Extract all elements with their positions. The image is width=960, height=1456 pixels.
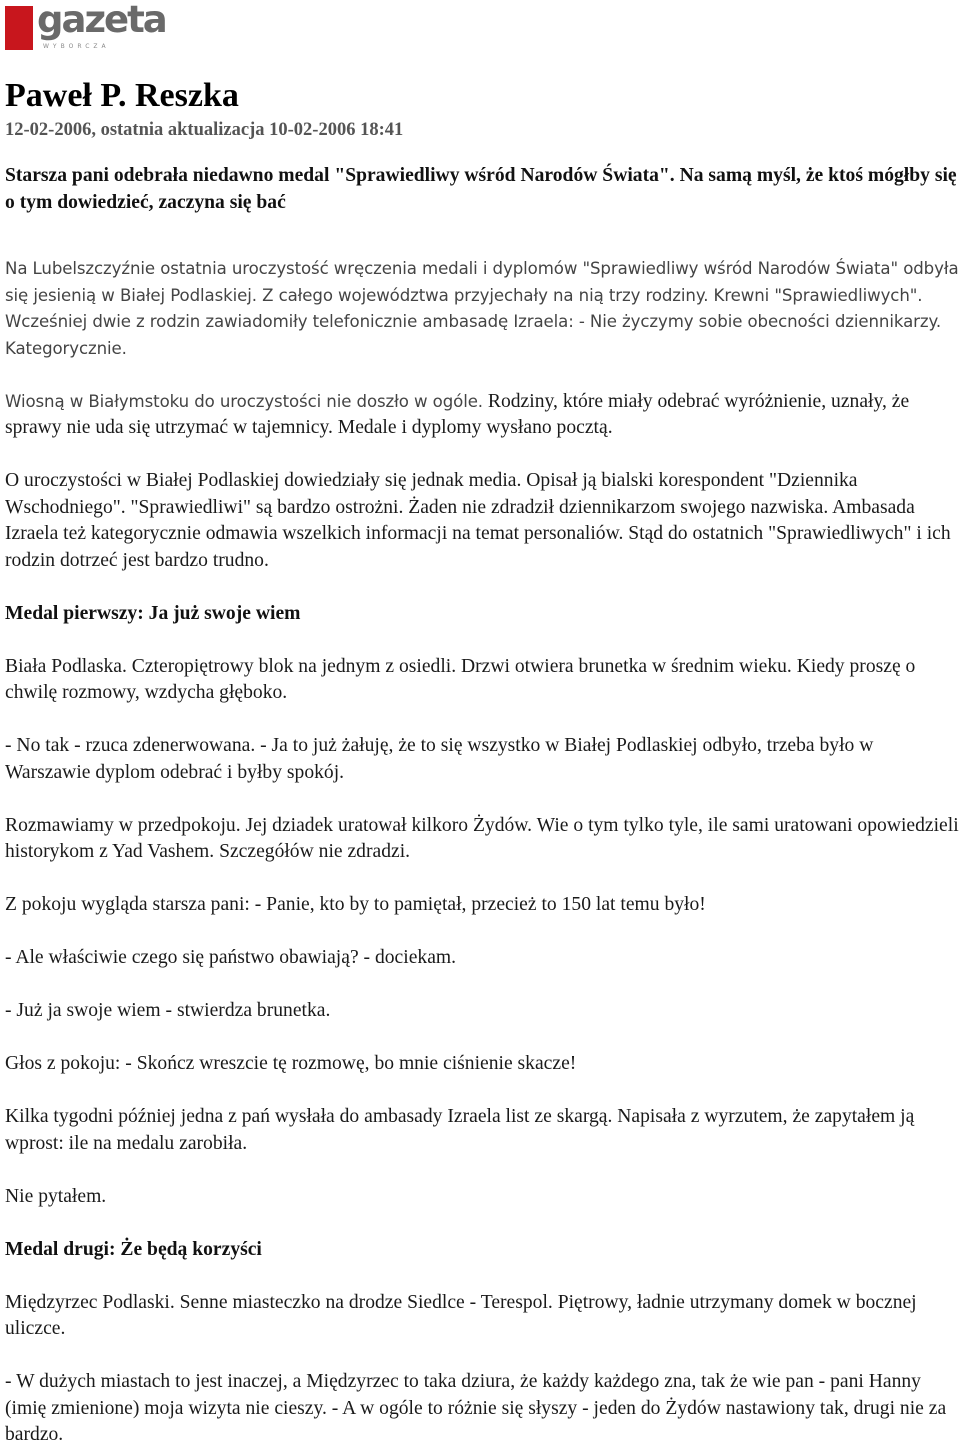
medal1-paragraph-1: Biała Podlaska. Czteropiętrowy blok na jednym z osiedli. Drzwi otwiera brunetka w średnim wieku. Kiedy proszę o chwilę rozmowy, wzdycha głęboko. <box>5 655 916 703</box>
paragraph-intro: Na Lubelszczyźnie ostatnia uroczystość wręczenia medali i dyplomów "Sprawiedliwy wśród Narodów Świata" odbyła się jesienią w Białej Podlaskiej. Z całego województwa przyjechały na nią trzy rodziny. Krewni "Sprawiedliwych". Wcześniej dwie z rodzin zawiadomiły telefonicznie ambasadę Izraela: - Nie życzymy sobie obecności dziennikarzy. Kategorycznie. <box>5 259 959 358</box>
logo-wordmark: gazeta <box>37 0 166 41</box>
article-date: 12-02-2006, ostatnia aktualizacja 10-02-2006 18:41 <box>5 120 404 140</box>
heading-medal-2: Medal drugi: Że będą korzyści <box>5 1238 262 1260</box>
heading-medal-1: Medal pierwszy: Ja już swoje wiem <box>5 602 301 624</box>
article-lead: Starsza pani odebrała niedawno medal "Sprawiedliwy wśród Narodów Świata". Na samą myśl, że ktoś mógłby się o tym dowiedzieć, zaczyna się bać <box>5 165 957 213</box>
site-logo[interactable] <box>5 0 166 52</box>
medal1-paragraph-5: - Ale właściwie czego się państwo obawiają? - dociekam. <box>5 947 457 968</box>
paragraph-2-rest: Rodziny, które miały odebrać wyróżnienie, uznały, że sprawy nie uda się utrzymać w tajemnicy. Medale i dyplomy wysłano pocztą. <box>5 390 910 438</box>
medal2-paragraph-2: - W dużych miastach to jest inaczej, a Międzyrzec to taka dziura, że każdy każdego zna, tak że wie pan - pani Hanny (imię zmienione) moja wizyta nie cieszy. - A w ogóle to różnie się słyszy - jeden do Żydów nastawiony tak, drugi nie za bardzo. <box>5 1371 947 1445</box>
article <box>5 72 960 1449</box>
medal1-paragraph-4: Z pokoju wygląda starsza pani: - Panie, kto by to pamiętał, przecież to 150 lat temu było! <box>5 894 706 915</box>
medal1-paragraph-6: - Już ja swoje wiem - stwierdza brunetka. <box>5 1000 331 1021</box>
medal1-paragraph-3: Rozmawiamy w przedpokoju. Jej dziadek uratował kilkoro Żydów. Wie o tym tylko tyle, ile sami uratowani opowiedzieli historykom z Yad Vashem. Szczegółów nie zdradzi. <box>5 814 959 862</box>
medal1-paragraph-8: Kilka tygodni później jedna z pań wysłała do ambasady Izraela list ze skargą. Napisała z wyrzutem, że zapytałem ją wprost: ile na medalu zarobiła. <box>5 1106 915 1154</box>
article-author: Paweł P. Reszka <box>5 77 239 114</box>
logo-subtitle: WYBORCZA <box>43 43 110 50</box>
paragraph-3: O uroczystości w Białej Podlaskiej dowiedziały się jednak media. Opisał ją bialski korespondent "Dziennika Wschodniego". "Sprawiedliwi" są bardzo ostrożni. Żaden nie zdradził dziennikarzom swojego nazwiska. Ambasada Izraela też kategorycznie odmawia wszelkich informacji na temat personaliów. Stąd do ostatnich "Sprawiedliwych" i ich rodzin dotrzeć jest bardzo trudno. <box>5 470 951 571</box>
article-body <box>5 256 960 1449</box>
logo-red-block <box>5 6 33 50</box>
paragraph-2 <box>5 389 960 442</box>
medal1-paragraph-2: - No tak - rzuca zdenerwowana. - Ja to już żałuję, że to się wszystko w Białej Podlaskiej odbyło, trzeba było w Warszawie dyplom odebrać i byłby spokój. <box>5 735 874 783</box>
medal1-paragraph-9: Nie pytałem. <box>5 1185 107 1207</box>
medal1-paragraph-7: Głos z pokoju: - Skończ wreszcie tę rozmowę, bo mnie ciśnienie skacze! <box>5 1053 577 1074</box>
paragraph-2-sans: Wiosną w Białymstoku do uroczystości nie doszło w ogóle. <box>5 391 483 411</box>
medal2-paragraph-1: Międzyrzec Podlaski. Senne miasteczko na drodze Siedlce - Terespol. Piętrowy, ładnie utrzymany domek w bocznej uliczce. <box>5 1291 917 1339</box>
